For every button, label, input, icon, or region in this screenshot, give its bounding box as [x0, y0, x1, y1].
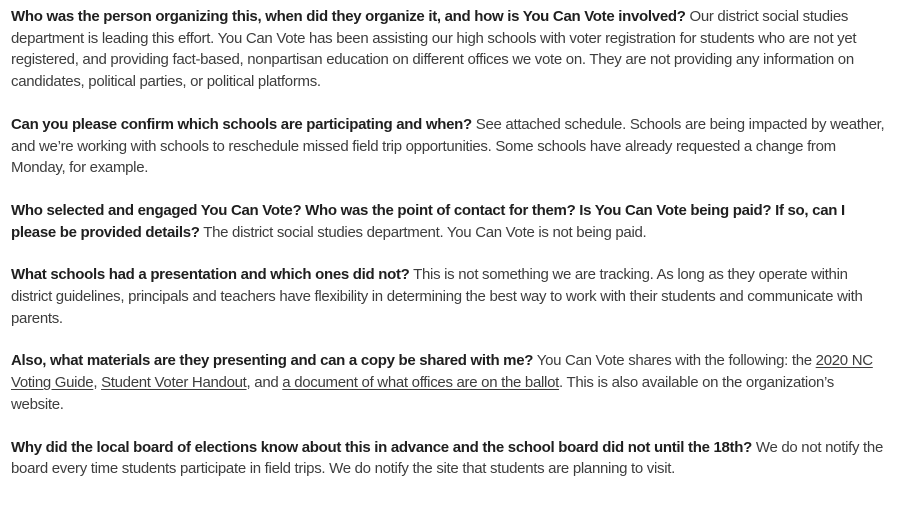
link-student-voter-handout[interactable]: Student Voter Handout	[101, 374, 247, 392]
question-text: Can you please confirm which schools are participating and when?	[11, 115, 472, 133]
question-text: Why did the local board of elections know about this in advance and the school board did not until the 18th?	[11, 438, 752, 456]
answer-intro-text: You Can Vote shares with the following: the	[533, 352, 816, 370]
qa-paragraph-schools-participating	[11, 114, 887, 179]
answer-outro-text: . This is also available on the organization’s website.	[11, 374, 834, 413]
answer-text: The district social studies department. You Can Vote is not being paid.	[199, 223, 647, 241]
answer-text: We do not notify the board every time students participate in field trips. We do notify the site that students are planning to visit.	[11, 438, 883, 478]
qa-paragraph-who-engaged	[11, 200, 887, 243]
question-text: Who selected and engaged You Can Vote? Who was the point of contact for them? Is You Can Vote being paid? If so, can I please be provided details?	[11, 201, 845, 241]
link-2020-nc-voting-guide[interactable]: 2020 NC Voting Guide	[11, 352, 873, 392]
separator-text: , and	[246, 374, 283, 392]
answer-text: This is not something we are tracking. As long as they operate within district guidelines, principals and teachers have flexibility in determining the best way to work with their students and communicate with parents.	[11, 266, 863, 327]
qa-paragraph-board-notification	[11, 437, 887, 480]
question-text: Who was the person organizing this, when did they organize it, and how is You Can Vote involved?	[11, 8, 686, 25]
answer-text: Our district social studies department is leading this effort. You Can Vote has been assisting our high schools with voter registration for students who are not yet registered, and providing fact-based, nonpartisan education on different offices we vote on. They are not providing any information on candidates, political parties, or political platforms.	[11, 8, 857, 91]
link-ballot-offices-document[interactable]: a document of what offices are on the ballot	[282, 374, 559, 392]
question-text: Also, what materials are they presenting and can a copy be shared with me?	[11, 352, 534, 370]
qa-paragraph-materials	[11, 350, 887, 415]
separator-text: ,	[93, 374, 102, 392]
question-text: What schools had a presentation and which ones did not?	[11, 266, 410, 284]
qa-paragraph-presentations	[11, 264, 887, 329]
answer-text: See attached schedule. Schools are being impacted by weather, and we’re working with schools to reschedule missed field trip opportunities. Some schools have already requested a change from Monday, for example.	[11, 115, 885, 177]
qa-paragraph-organizing	[11, 6, 887, 93]
